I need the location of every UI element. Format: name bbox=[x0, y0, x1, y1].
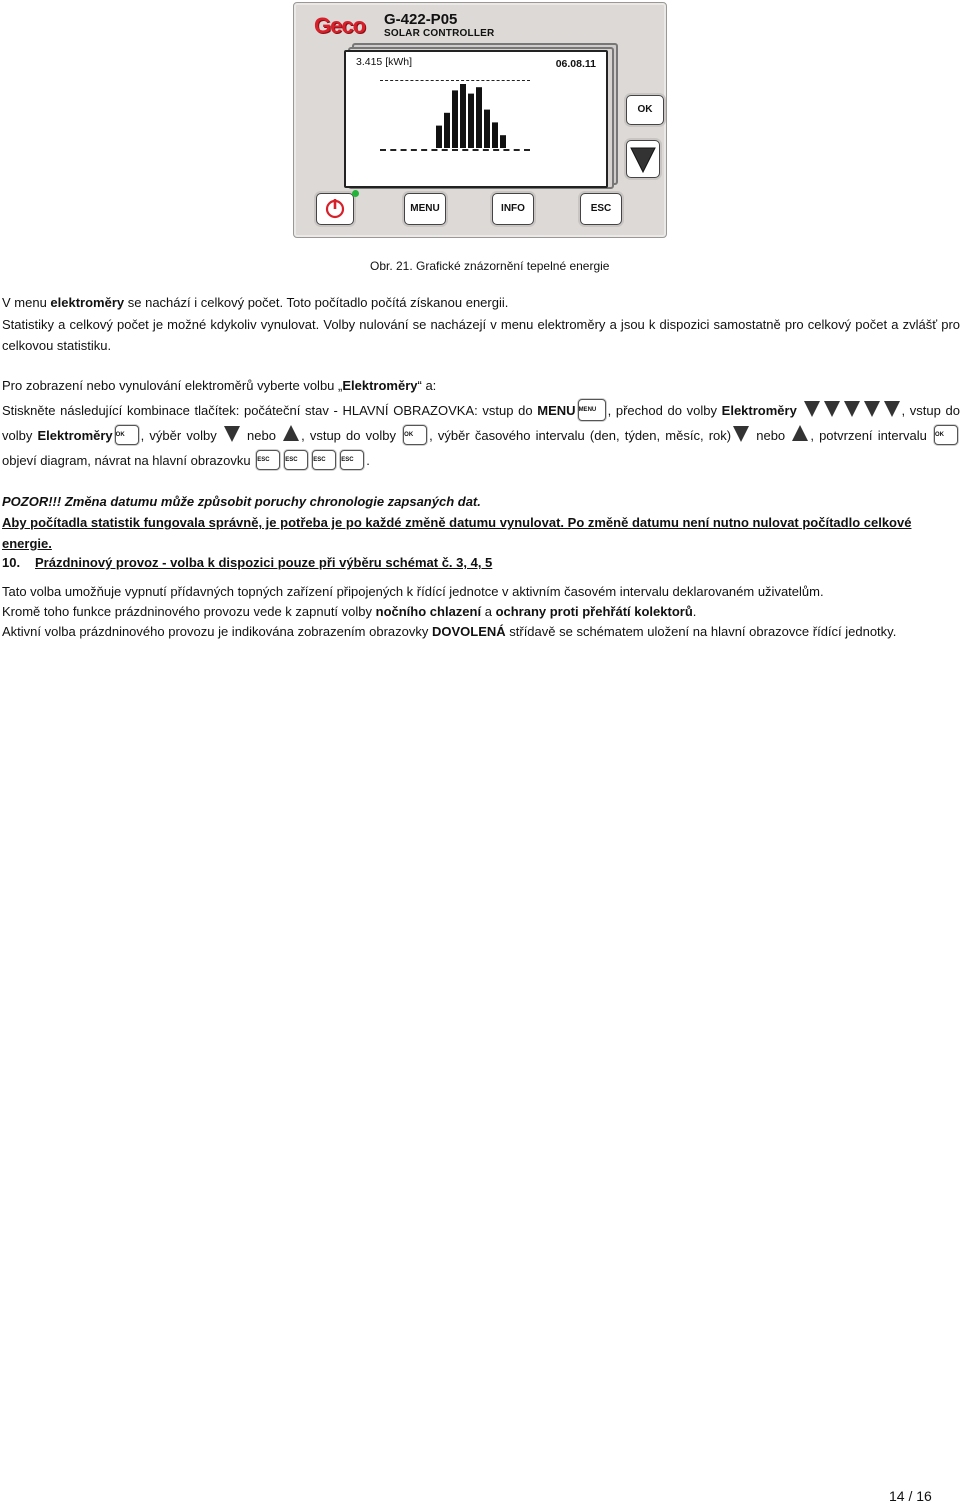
power-button[interactable] bbox=[316, 193, 354, 225]
down-arrow-icon bbox=[843, 399, 861, 418]
paragraph-1: V menu elektroměry se nachází i celkový počet. Toto počítadlo počítá získanou energii. bbox=[2, 295, 509, 310]
esc-button-icon: ESC bbox=[312, 450, 336, 470]
down-arrow-icon bbox=[883, 399, 901, 418]
warning-title: POZOR!!! bbox=[2, 494, 62, 509]
menu-button-icon: MENU bbox=[578, 399, 606, 421]
down-arrow-icon bbox=[630, 145, 656, 173]
down-arrow-icon bbox=[803, 399, 821, 418]
screen-date: 06.08.11 bbox=[555, 58, 596, 70]
warning-block: POZOR!!! Změna datumu může způsobit poruchy chronologie zapsaných dat. Aby počítadla statistik fungovala správně, je potřeba je po každé změně datumu vynulovat. Po změně datumu není nutno nulovat počítadlo celkové energie. bbox=[2, 494, 912, 551]
energy-bar bbox=[492, 122, 498, 148]
paragraph-3: Pro zobrazení nebo vynulování elektroměrů vyberte volbu „Elektroměry“ a: bbox=[2, 378, 437, 393]
up-arrow-icon bbox=[791, 424, 809, 443]
paragraph-2: Statistiky a celkový počet je možné kdykoliv vynulovat. Volby nulování se nacházejí v menu elektroměry a jsou k dispozici samostatně pro celkový počet a zvlášť pro celkovou statistiku. bbox=[2, 317, 960, 353]
key-sequence-paragraph: Stiskněte následující kombinace tlačítek: počáteční stav - HLAVNÍ OBRAZOVKA: vstup do MENU MENU , přechod do volby Elektroměry , vstup do volby Elektroměry OK , výběr volby nebo , vstup do volby OK , výběr časového intervalu (den, týden, měsíc, rok) nebo , potvrzení intervalu OK objeví diagram, návrat na hlavní obrazovku ESC ESC ESC ESC . bbox=[2, 398, 960, 473]
ok-button[interactable]: OK bbox=[626, 95, 664, 125]
energy-bar bbox=[436, 126, 442, 148]
solar-controller-image bbox=[293, 2, 667, 238]
lcd-screen bbox=[344, 50, 608, 188]
energy-bar bbox=[468, 94, 474, 148]
energy-bar bbox=[444, 113, 450, 148]
section-heading: 10. Prázdninový provoz - volba k dispozici pouze při výběru schémat č. 3, 4, 5 bbox=[2, 555, 493, 570]
down-arrow-icon bbox=[732, 424, 750, 443]
esc-button[interactable]: ESC bbox=[580, 193, 622, 225]
ok-button-icon: OK bbox=[934, 425, 958, 445]
paragraph-7: Aktivní volba prázdninového provozu je indikována zobrazením obrazovky DOVOLENÁ střídavě se schématem uložení na hlavní obrazovce řídící jednotky. bbox=[2, 624, 897, 639]
info-button[interactable]: INFO bbox=[492, 193, 534, 225]
energy-bar-chart bbox=[346, 52, 606, 186]
esc-button-icon: ESC bbox=[256, 450, 280, 470]
energy-value: 3.415 [kWh] bbox=[356, 56, 413, 68]
down-arrow-icon bbox=[823, 399, 841, 418]
menu-button[interactable]: MENU bbox=[404, 193, 446, 225]
up-arrow-icon bbox=[282, 424, 300, 443]
paragraph-5: Tato volba umožňuje vypnutí přídavných topných zařízení připojených k řídící jednotce v aktivním časovém intervalu deklarovaném uživatelům. bbox=[2, 584, 824, 599]
page-number: 14 / 16 bbox=[889, 1488, 932, 1504]
down-arrow-icon bbox=[223, 424, 241, 443]
ok-button-icon: OK bbox=[403, 425, 427, 445]
paragraph-6: Kromě toho funkce prázdninového provozu vede k zapnutí volby nočního chlazení a ochrany proti přehřátí kolektorů. bbox=[2, 604, 697, 619]
device-subtitle: SOLAR CONTROLLER bbox=[384, 28, 495, 39]
energy-bar bbox=[460, 84, 466, 148]
power-led-icon bbox=[352, 190, 359, 197]
power-icon bbox=[317, 194, 353, 224]
energy-bar bbox=[476, 87, 482, 148]
energy-bar bbox=[484, 110, 490, 148]
geco-logo: Geco bbox=[314, 13, 366, 38]
esc-button-icon: ESC bbox=[284, 450, 308, 470]
energy-bar bbox=[500, 135, 506, 148]
figure-caption: Obr. 21. Grafické znázornění tepelné energie bbox=[370, 259, 610, 273]
bottom-dashed-line bbox=[380, 149, 530, 151]
down-arrow-icon bbox=[863, 399, 881, 418]
down-arrow-button[interactable] bbox=[626, 140, 660, 178]
esc-button-icon: ESC bbox=[340, 450, 364, 470]
energy-bar bbox=[452, 90, 458, 148]
ok-button-icon: OK bbox=[115, 425, 139, 445]
device-model: G-422-P05 bbox=[384, 11, 458, 28]
